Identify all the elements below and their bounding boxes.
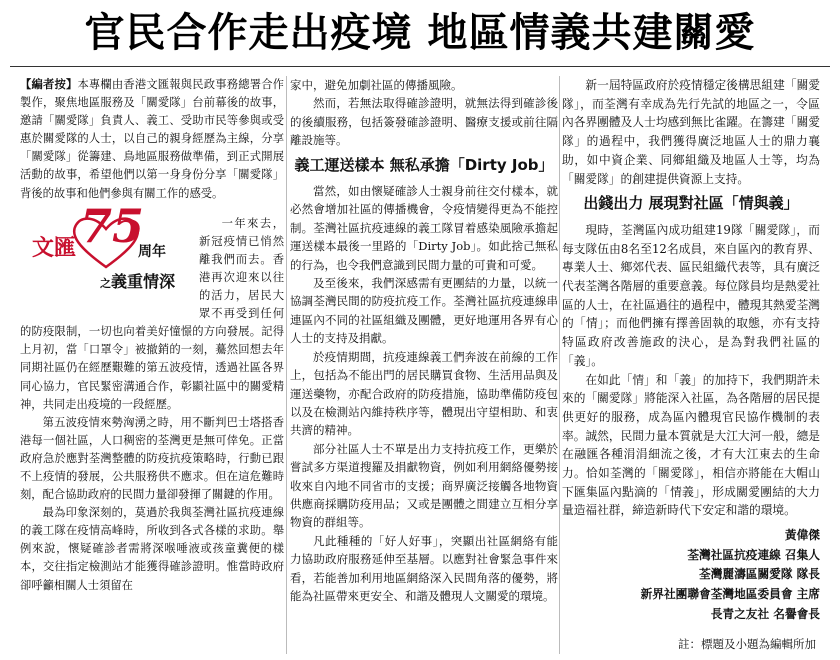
logo-brand: 文匯	[32, 234, 77, 261]
paragraph: 現時，荃灣區內成功組建19隊「關愛隊」，而每支隊伍由8名至12名成員，來自區內的教育界、專業人士、鄉郊代表、區民組織代表等，具有廣泛代表荃灣各階層的重要意義。每位隊員均是熱愛社區的人士，在社區過往的過程中，體現其熱愛荃灣的「情」；而他們擁有擇善固執的取態，亦有支持特區政府改善施政的決心，是為對我們社區的「義」。	[562, 222, 820, 368]
column-divider	[286, 76, 287, 654]
logo-slogan: 義重情深	[111, 271, 176, 291]
paragraph: 在如此「情」和「義」的加持下，我們期許未來的「關愛隊」將能深入社區，為各階層的居民提供更好的服務，成為區內體現官民協作機制的表率。誠然，民間力量本質就是大江大河一般，總是在融匯各種涓涓細流之後，才有大江東去的生命力。恰如荃灣的「關愛隊」，相信亦將能在大帽山下匯集區內點滴的「情義」，形成關愛團結的大力量造福社群，締造新時代下安定和諧的環境。	[562, 372, 820, 518]
paragraph: 然而，若無法取得確診證明，就無法得到確診後的後續服務，包括簽發確診證明、醫療支援或前往隔離設施等。	[290, 96, 558, 148]
editor-note	[20, 76, 284, 203]
editor-note-label: 【編者按】	[20, 78, 78, 91]
logo-slogan-prefix: 之	[100, 276, 111, 290]
editor-note-text: 本專欄由香港文匯報與民政事務總署合作製作，聚焦地區服務及「關愛隊」台前幕後的故事，邀請「關愛隊」負責人、義工、受助市民等參與或受惠於關愛隊的人士，以自己的親身經歷為主線，分享「關愛隊」從籌建、鳥地區服務做準備，到正式開展活動的故事，希望他們以第一身身份分享「關愛隊」背後的故事和他們參與有關工作的感受。	[20, 78, 284, 200]
author-title: 荃灣麗濤區關愛隊 隊長	[699, 567, 820, 582]
author-title: 荃灣社區抗疫連線 召集人	[687, 547, 820, 562]
paragraph: 最為印象深刻的，莫過於我與荃灣社區抗疫連線的義工隊在疫情高峰時，所收到各式各樣的求助。舉例來說，懷疑確診者需將深喉唾液或孩童糞便的樣本，交往指定檢測站才能獲得確診證明。惟當時政府卻呼籲相關人士須留在	[20, 506, 284, 592]
paragraph: 一年來去，新冠疫情已悄然離我們而去。香港再次迎來以往的活力，居民大眾不再受到任何的防疫限制，一切也向着美好憧憬的方向發展。記得上月初，當「口罩令」被撤銷的一刻，驀然回想去年同期社區仍在經歷艱難的第五波疫情，透過社區各界同心協力，官民緊密溝通合作，彰顯社區中的關愛精神，共同走出疫境的一段經歷。	[20, 216, 284, 411]
author-name: 黃偉傑	[784, 528, 820, 543]
paragraph: 及至後來，我們深感需有更團結的力量，以統一協調荃灣民間的防疫抗疫工作。荃灣社區抗疫連線串連區內不同的社區組織及團體，更好地運用各界有心人士的支持及捐獻。	[290, 276, 558, 346]
paragraph: 部分社區人士不單是出力支持抗疫工作，更樂於嘗試多方渠道搜羅及捐獻物資，例如利用網絡優勢接收來自內地不同省市的支援；商界廣泛接觸各地物資供應商採購防疫用品；又或是團體之間建立互相分享物資的群組等。	[290, 441, 558, 530]
subheading: 出錢出力 展現對社區「情與義」	[583, 194, 799, 213]
headline: 官民合作走出疫境 地區情義共建關愛	[84, 10, 756, 56]
paragraph: 第五波疫情來勢洶湧之時，用不斷判巴士塔搭香港每一個社區，人口稠密的荃灣更是無可倖免。正當政府急於應對荃灣整體的防疫抗疫策略時，行動已跟不上疫情的發展，公共服務供不應求。但在這危難時刻，配合協助政府的民間力量卻發揮了關鍵的作用。	[20, 415, 284, 502]
paragraph: 凡此種種的「好人好事」，突顯出社區網絡有能力協助政府服務延伸至基層。以應對社會緊急事件來看，若能善加利用地區網絡深入民間角落的優勢，將能為社區帶來更安全、和諧及體現人文關愛的環境。	[290, 533, 558, 603]
author-title: 新界社團聯會荃灣地區委員會 主席	[640, 586, 820, 601]
headline-rule	[10, 66, 830, 67]
anniversary-logo	[20, 198, 195, 305]
paragraph: 新一屆特區政府於疫情穩定後構思組建「關愛隊」，而荃灣有幸成為先行先試的地區之一，令區內各界團體及人士均感到無比雀躍。在籌建「關愛隊」的過程中，我們獲得廣泛地區人士的鼎力襄助，如中資企業、同鄉組織及地區人士等，均為「關愛隊」的創建提供資源上支持。	[562, 78, 820, 186]
logo-number: 75	[80, 198, 145, 253]
column-1	[20, 76, 284, 595]
footnote: 註：標題及小題為編輯所加	[678, 637, 816, 651]
subheading: 義工運送樣本 無私承擔「Dirty Job」	[294, 155, 554, 174]
paragraph: 於疫情期間，抗疫連線義工們奔波在前線的工作上，包括為不能出門的居民購買食物、生活用品與及運送藥物，亦配合政府的防疫措施，協助準備防疫包以及在檢測站內維持秩序等，體現出守望相助、和衷共濟的精神。	[290, 349, 558, 438]
column-2	[290, 76, 558, 605]
paragraph: 家中，避免加劇社區的傳播風險。	[290, 78, 463, 92]
author-title: 長青之友社 名譽會長	[710, 606, 820, 621]
logo-suffix: 周年	[138, 243, 166, 260]
column-3	[562, 76, 820, 624]
paragraph: 當然，如由懷疑確診人士親身前往交付樣本，就必然會增加社區的傳播機會，令疫情變得更為不能控制。荃灣社區抗疫連線的義工隊冒着感染風險承擔起運送樣本最後一里路的「Dirty Job」。如此捨己無私的行為，也令我們意識到民間力量的可貴和可愛。	[290, 184, 558, 272]
logo-slogan-wrap	[100, 273, 175, 293]
column-divider	[559, 76, 560, 654]
